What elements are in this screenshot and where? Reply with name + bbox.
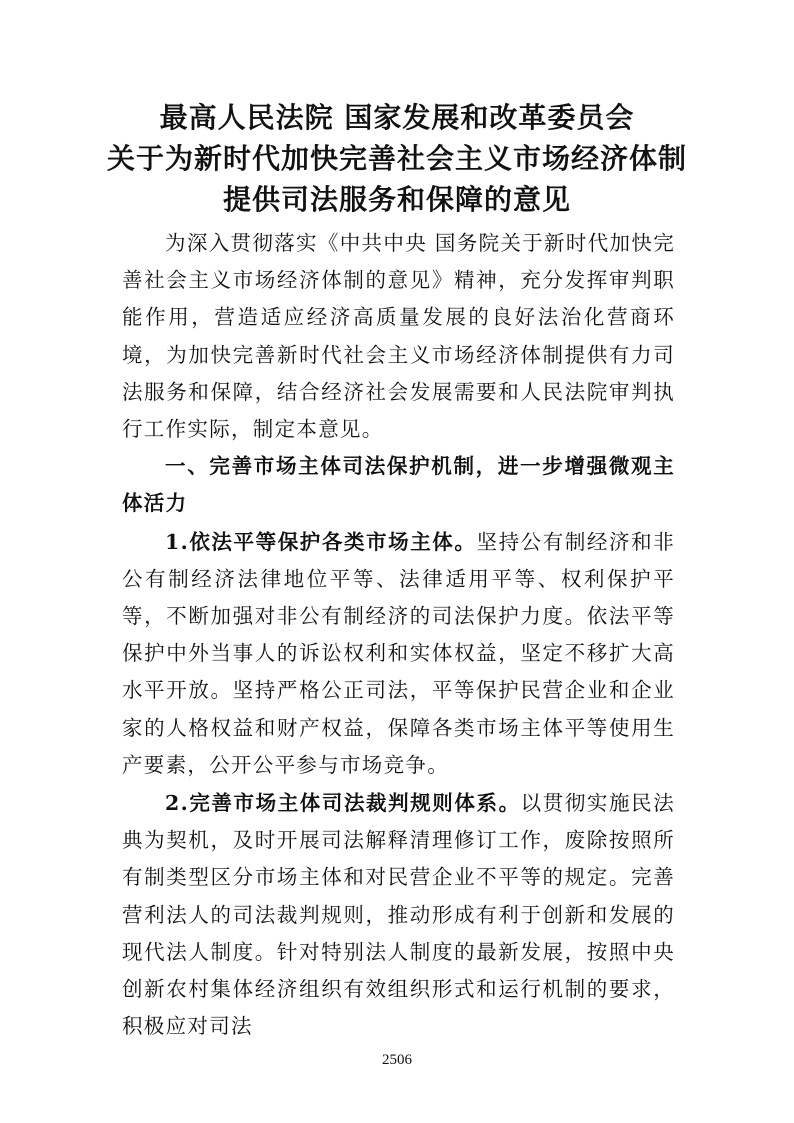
item-2-lead: 2.完善市场主体司法裁判规则体系。 xyxy=(165,791,521,816)
section-heading-1: 一、完善市场主体司法保护机制，进一步增强微观主体活力 xyxy=(122,454,675,516)
title-line-1: 最高人民法院 国家发展和改革委员会 xyxy=(159,101,635,134)
item-1-lead: 1.依法平等保护各类市场主体。 xyxy=(165,529,477,554)
item-1-paragraph xyxy=(122,524,675,784)
item-2-paragraph xyxy=(122,785,675,1045)
item-1-text: 坚持公有制经济和非公有制经济法律地位平等、法律适用平等、权利保护平等，不断加强对非公有制经济的司法保护力度。依法平等保护中外当事人的诉讼权利和实体权益，坚定不移扩大高水平开放。坚持严格公正司法，平等保护民营企业和企业家的人格权益和财产权益，保障各类市场主体平等使用生产要素，公开公平参与市场竞争。 xyxy=(122,529,675,777)
document-title xyxy=(100,97,694,220)
item-2-text: 以贯彻实施民法典为契机，及时开展司法解释清理修订工作，废除按照所有制类型区分市场主体和对民营企业不平等的规定。完善营利法人的司法裁判规则，推动形成有利于创新和发展的现代法人制度。针对特别法人制度的最新发展，按照中央创新农村集体经济组织有效组织形式和运行机制的要求，积极应对司法 xyxy=(122,791,676,1039)
title-line-2: 关于为新时代加快完善社会主义市场经济体制 xyxy=(106,142,687,175)
page-number: 2506 xyxy=(382,1052,412,1068)
title-line-3: 提供司法服务和保障的意见 xyxy=(222,183,571,216)
document-body xyxy=(122,225,675,1045)
intro-paragraph: 为深入贯彻落实《中共中央 国务院关于新时代加快完善社会主义市场经济体制的意见》精神，充分发挥审判职能作用，营造适应经济高质量发展的良好法治化营商环境，为加快完善新时代社会主义市场经济体制提供有力司法服务和保障，结合经济社会发展需要和人民法院审判执行工作实际，制定本意见。 xyxy=(122,231,675,442)
